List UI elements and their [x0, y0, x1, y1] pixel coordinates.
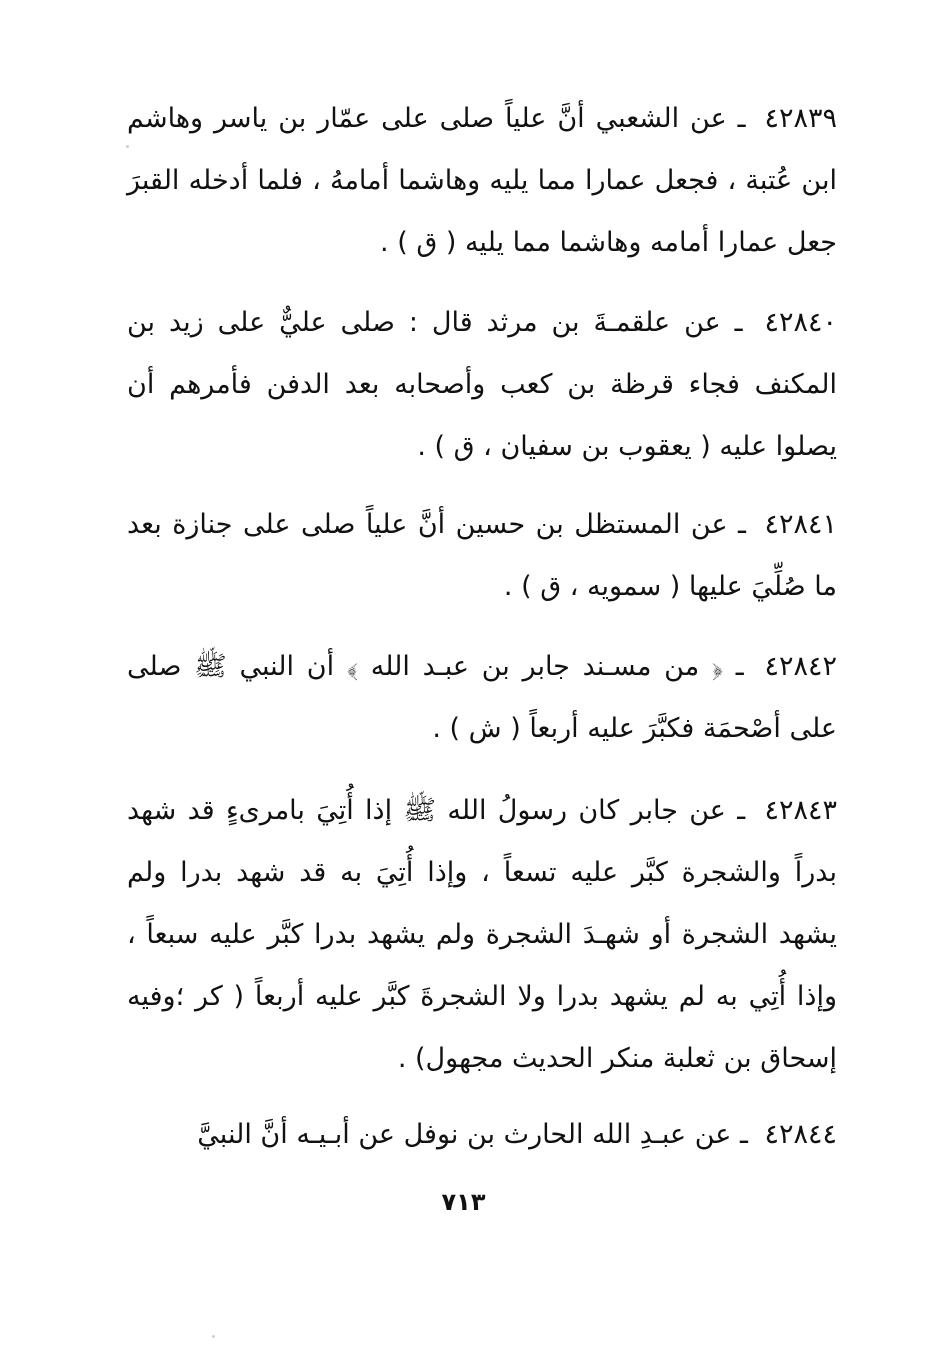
- hadith-text: ـ عن علقمـةَ بن مرثد قال : صلى عليٌّ على زيد بن المكنف فجاء قرظة بن كعب وأصحابه بعد الدفن فأمرهم أن يصلوا عليه ( يعقوب بن سفيان ، ق ) .: [127, 307, 837, 462]
- hadith-paragraph: [127, 292, 837, 478]
- hadith-paragraph: [127, 780, 837, 1090]
- hadith-number: ٤٢٨٤١: [764, 509, 837, 540]
- hadith-number: ٤٢٨٤٤: [764, 1119, 837, 1150]
- hadith-paragraph: [127, 88, 837, 274]
- hadith-text: ـ ﴿ من مسـند جابر بن عبـد الله ﴾ أن النبي ﷺ صلى على أصْحمَة فكبَّرَ عليه أربعاً ( ش ) .: [127, 651, 837, 744]
- hadith-number: ٤٢٨٣٩: [764, 103, 837, 134]
- hadith-paragraph: [127, 1104, 837, 1166]
- page-number: ٧١٣: [441, 1188, 486, 1216]
- hadith-number: ٤٢٨٤٢: [764, 651, 837, 682]
- hadith-text: ـ عن المستظل بن حسين أنَّ علياً صلى على جنازة بعد ما صُلِّيَ عليها ( سمويه ، ق ) .: [127, 509, 837, 602]
- scan-speck: [212, 1335, 215, 1338]
- scan-speck: [126, 145, 129, 148]
- hadith-text: ـ عن الشعبي أنَّ علياً صلى على عمّار بن ياسر وهاشم ابن عُتبة ، فجعل عمارا مما يليه وهاشما أمامهُ ، فلما أدخله القبرَ جعل عمارا أمامه وهاشما مما يليه ( ق ) .: [127, 103, 837, 258]
- hadith-text: ـ عن جابر كان رسولُ الله ﷺ إذا أُتِيَ بامرىءٍ قد شهد بدراً والشجرة كبَّر عليه تسعاً ، وإذا أُتِيَ به قد شهد بدرا ولم يشهد الشجرة أو شهـدَ الشجرة ولم يشهد بدرا كبَّر عليه سبعاً ، وإذا أُتِي به لم يشهد بدرا ولا الشجرةَ كبَّر عليه أربعاً ( كر ؛وفيه إسحاق بن ثعلبة منكر الحديث مجهول) .: [127, 795, 837, 1074]
- hadith-number: ٤٢٨٤٣: [764, 795, 837, 826]
- hadith-number: ٤٢٨٤٠: [764, 307, 837, 338]
- hadith-text: ـ عن عبـدِ الله الحارث بن نوفل عن أبـيـه أنَّ النبيَّ: [197, 1119, 748, 1150]
- hadith-paragraph: [127, 494, 837, 618]
- hadith-paragraph: [127, 636, 837, 760]
